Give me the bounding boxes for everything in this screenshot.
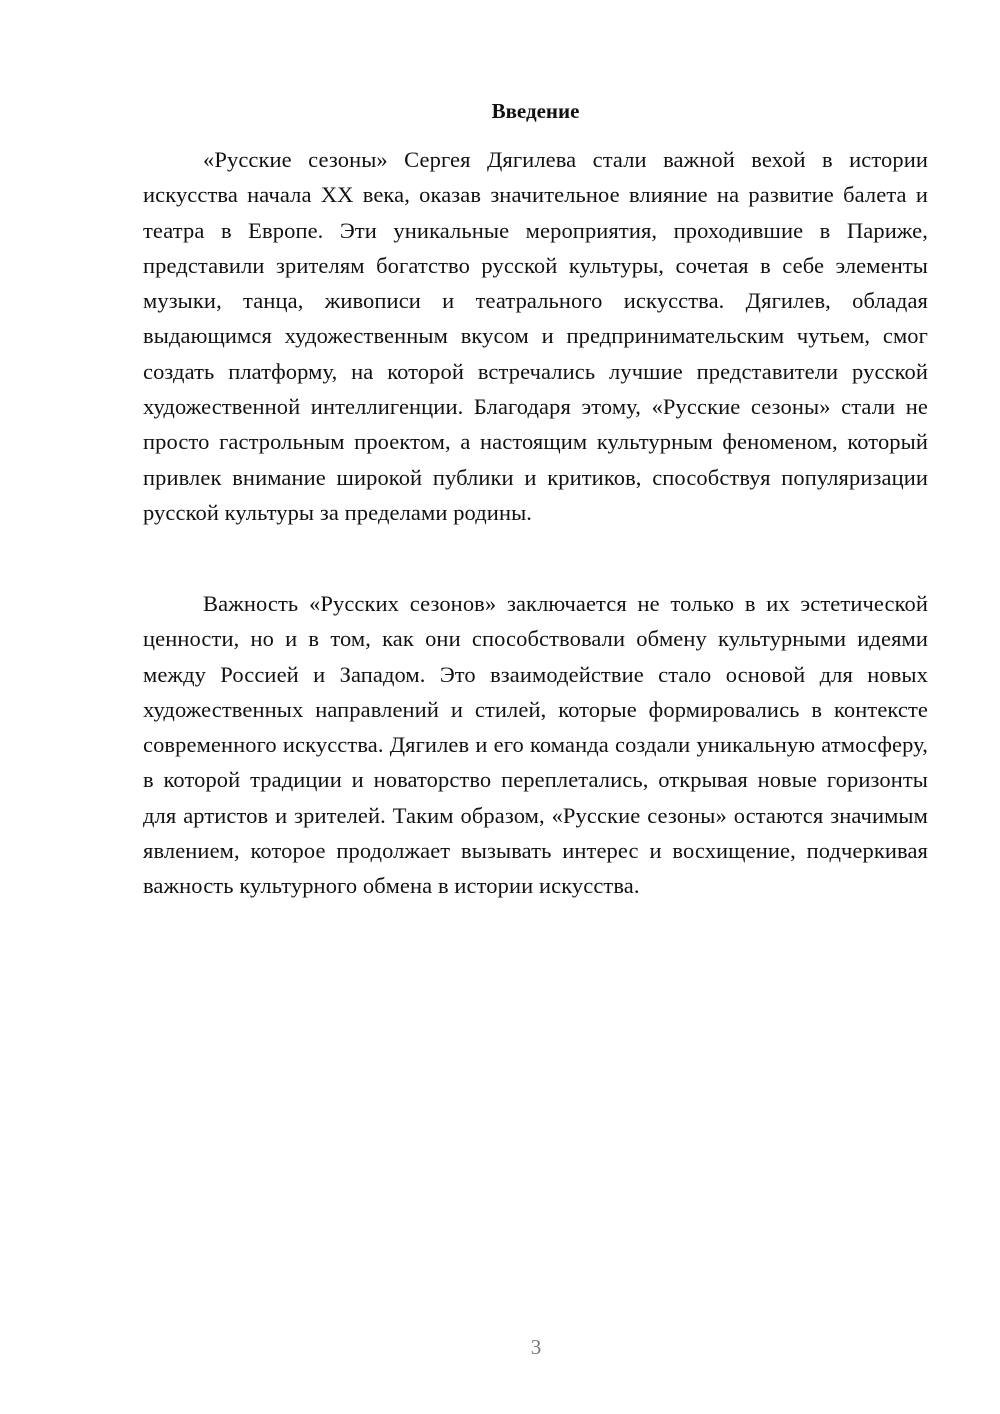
paragraph-1: «Русские сезоны» Сергея Дягилева стали важной вехой в истории искусства начала XX века, оказав значительное влияние на развитие балета и театра в Европе. Эти уникальные мероприятия, проходившие в Париже, представили зрителям богатство русской культуры, сочетая в себе элементы музыки, танца, живописи и театрального искусства. Дягилев, обладая выдающимся художественным вкусом и предпринимательским чутьем, смог создать платформу, на которой встречались лучшие представители русской художественной интеллигенции. Благодаря этому, «Русские сезоны» стали не просто гастрольным проектом, а настоящим культурным феноменом, который привлек внимание широкой публики и критиков, способствуя популяризации русской культуры за пределами родины. — [143, 147, 928, 525]
paragraph-2: Важность «Русских сезонов» заключается не только в их эстетической ценности, но и в том, как они способствовали обмену культурными идеями между Россией и Западом. Это взаимодействие стало основой для новых художественных направлений и стилей, которые формировались в контексте современного искусства. Дягилев и его команда создали уникальную атмосферу, в которой традиции и новаторство переплетались, открывая новые горизонты для артистов и зрителей. Таким образом, «Русские сезоны» остаются значимым явлением, которое продолжает вызывать интерес и восхищение, подчеркивая важность культурного обмена в истории искусства. — [143, 591, 928, 899]
page-number: 3 — [530, 1335, 542, 1359]
section-title: Введение — [491, 99, 580, 123]
